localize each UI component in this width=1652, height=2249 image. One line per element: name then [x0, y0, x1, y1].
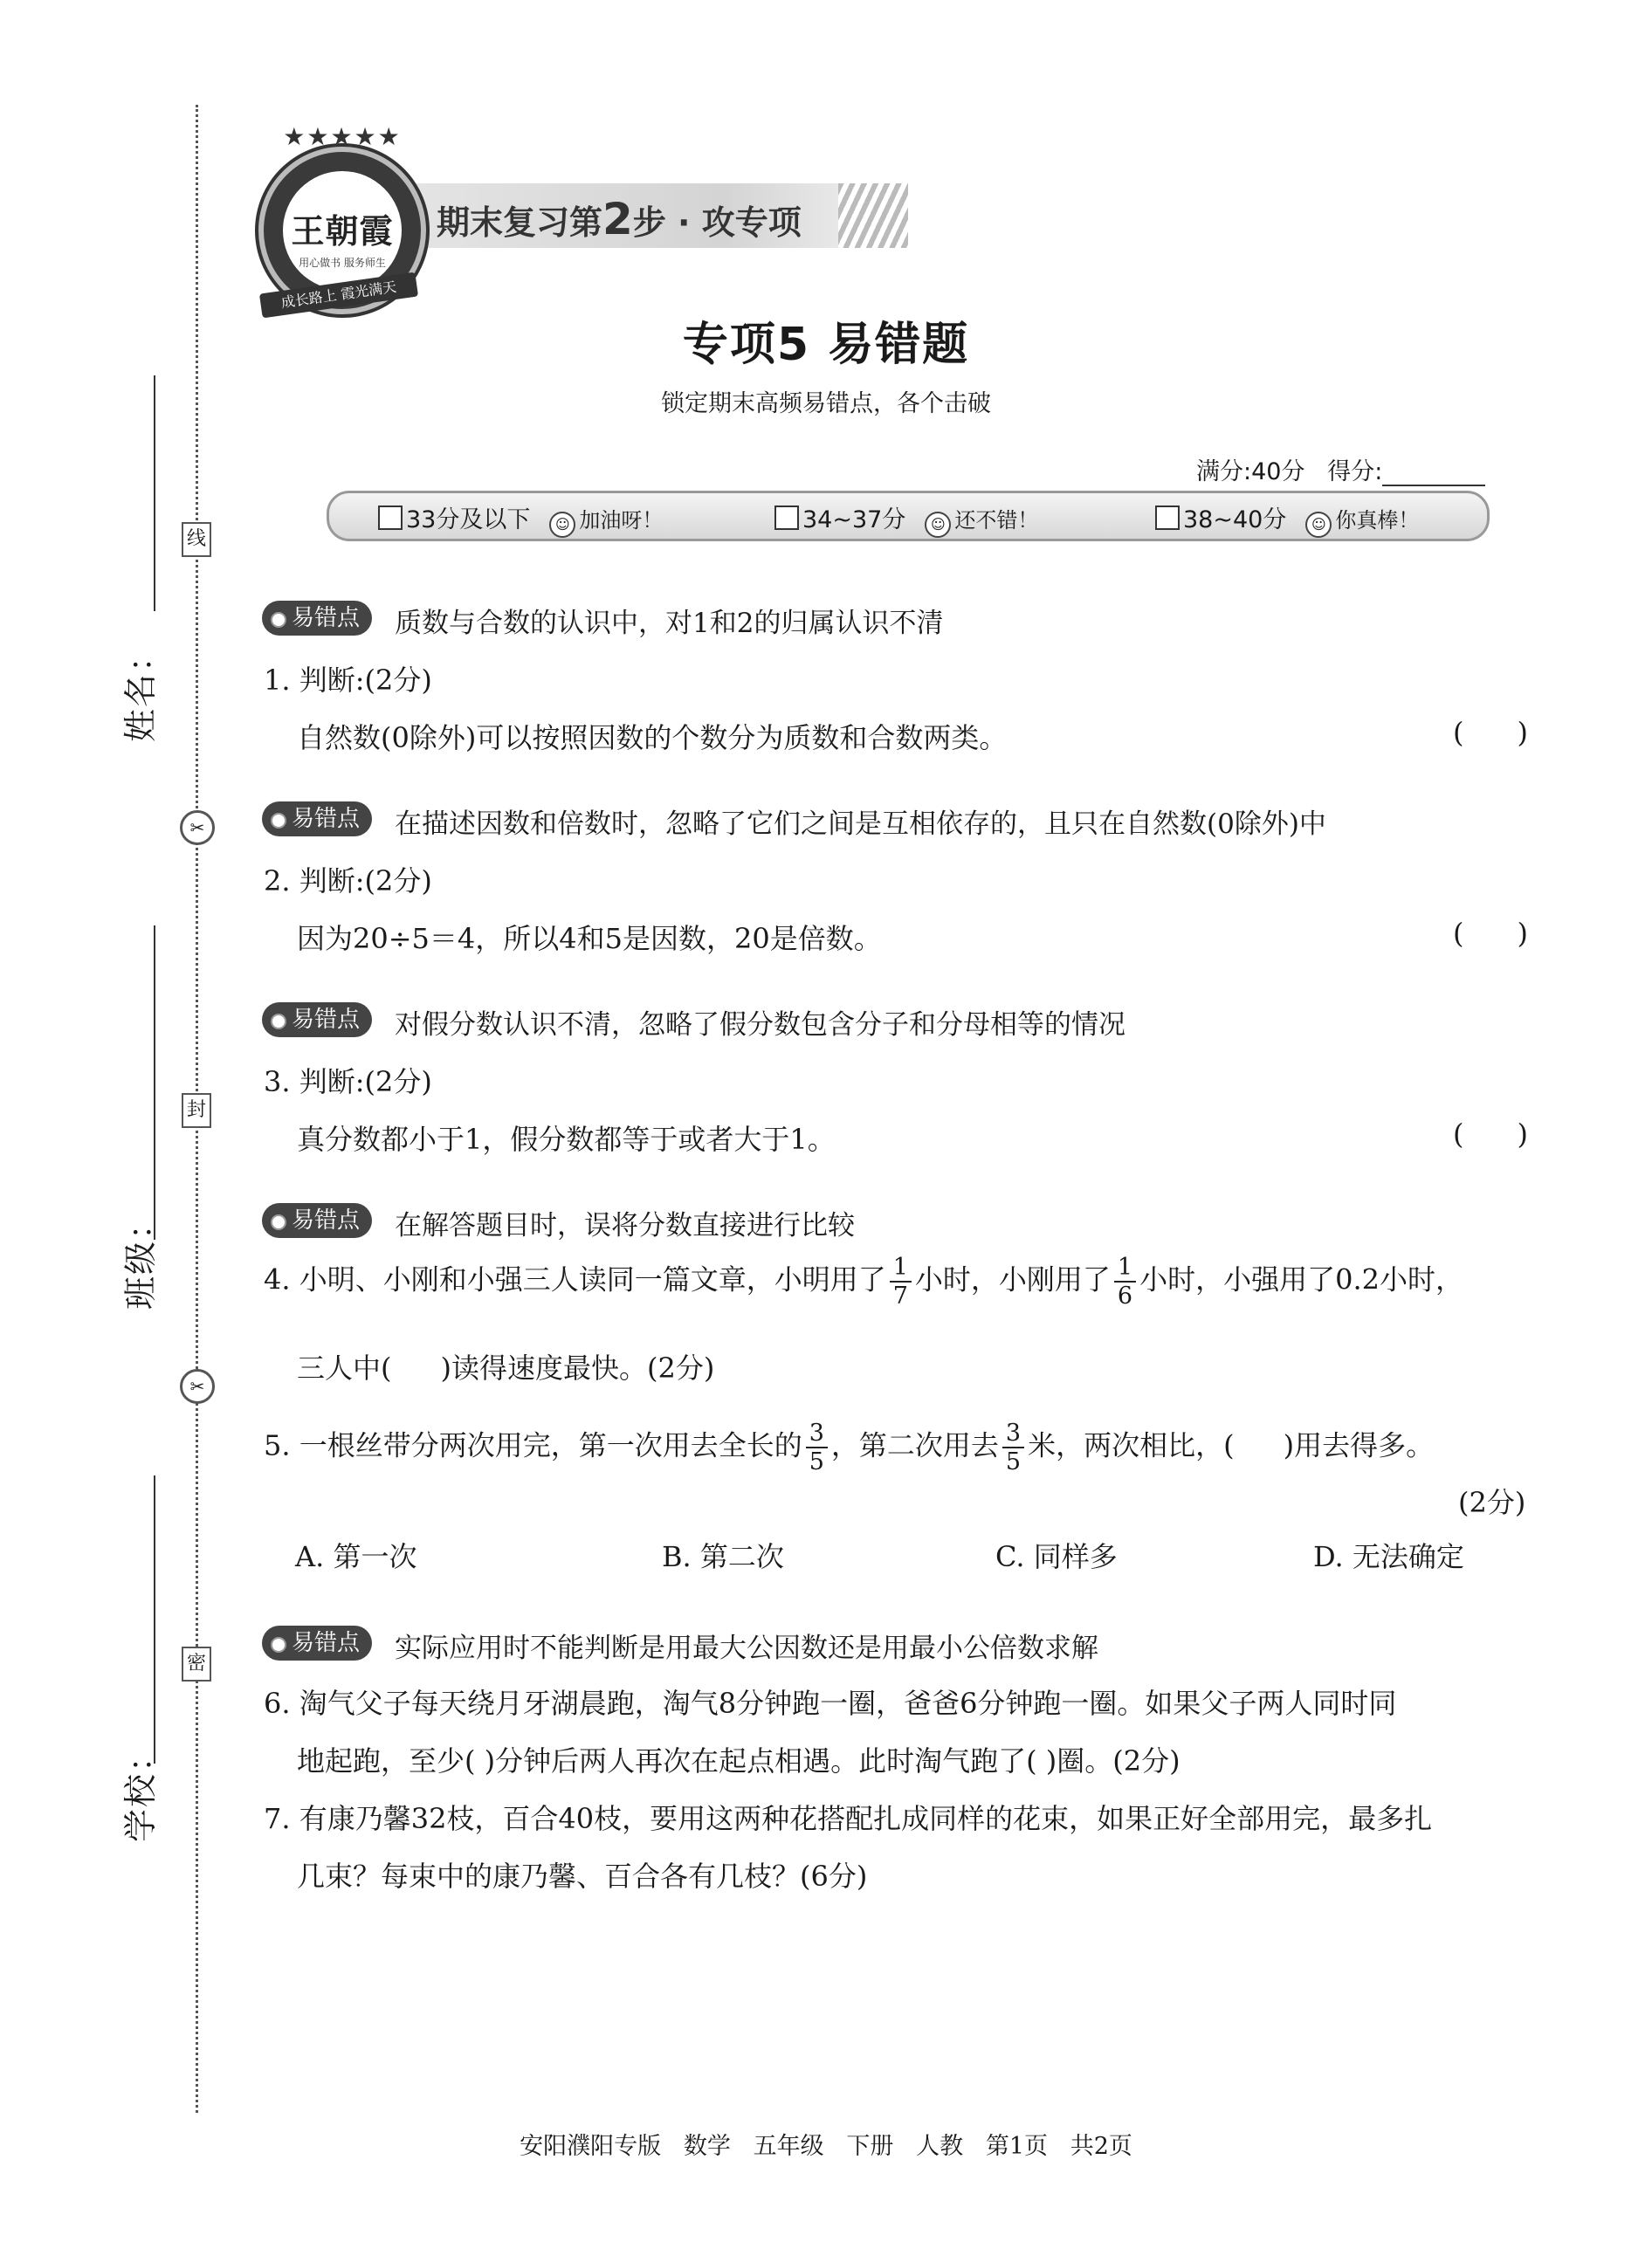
swirl-icon: ✂ [180, 810, 215, 845]
smiley-icon: ☺ [925, 512, 951, 538]
brand-logo [258, 122, 426, 314]
school-underline [154, 1475, 155, 1764]
page-title: 专项5 易错题 [682, 319, 970, 371]
error-point-tag: 易错点 [262, 601, 372, 636]
option-c[interactable]: C. 同样多 [995, 1540, 1118, 1573]
error-point-text: 在描述因数和倍数时，忽略了它们之间是互相依存的，且只在自然数(0除外)中 [395, 808, 1326, 840]
page-footer: 安阳濮阳专版 数学 五年级 下册 人教 第1页 共2页 [520, 2133, 1132, 2160]
smiley-icon: ☺ [549, 512, 575, 538]
question-5-line1: 5. 一根丝带分两次用完，第一次用去全长的 $\frac{3}{5}$ ，第二次用去 $\frac{3}{5}$ 米，两次相比，( )用去得多。 [264, 1420, 1435, 1476]
cut-mark-line: 线 [182, 522, 211, 557]
fraction: $\frac{1}{7}$ [890, 1254, 912, 1310]
question-4-line2: 三人中( )读得速度最快。(2分) [297, 1351, 715, 1385]
score-blank[interactable] [1382, 462, 1485, 486]
logo-ribbon: 成长路上 霞光满天 [259, 272, 418, 319]
page-subtitle: 锁定期末高频易错点，各个击破 [661, 390, 991, 417]
question-3-head: 3. 判断:(2分) [264, 1065, 432, 1098]
grade-option: 38~40分 ☺ 你真棒！ [1155, 500, 1419, 538]
option-a[interactable]: A. 第一次 [295, 1540, 417, 1573]
smiley-icon: ☺ [1305, 512, 1332, 538]
got-score-label: 得分: [1327, 458, 1383, 485]
star-icon: ★★★★★ [283, 122, 402, 151]
checkbox[interactable] [1155, 506, 1180, 530]
checkbox[interactable] [774, 506, 799, 530]
question-5-score: (2分) [1458, 1486, 1526, 1519]
grade-option: 33分及以下 ☺ 加油呀！ [378, 500, 663, 538]
header-banner [375, 183, 873, 248]
logo-tagline: 用心做书 服务师生 [299, 257, 386, 269]
error-point-tag: 易错点 [262, 801, 372, 836]
banner-stripes [838, 183, 908, 248]
question-2-body: 因为20÷5＝4，所以4和5是因数，20是倍数。 [297, 922, 882, 955]
score-line [1196, 452, 1485, 486]
error-point-text: 实际应用时不能判断是用最大公因数还是用最小公倍数求解 [395, 1633, 1098, 1664]
option-d[interactable]: D. 无法确定 [1313, 1540, 1464, 1573]
option-b[interactable]: B. 第二次 [662, 1540, 784, 1573]
fraction: $\frac{3}{5}$ [806, 1420, 828, 1475]
question-3-body: 真分数都小于1，假分数都等于或者大于1。 [297, 1123, 836, 1156]
question-1-head: 1. 判断:(2分) [264, 664, 432, 697]
error-point-text: 质数与合数的认识中，对1和2的归属认识不清 [395, 608, 944, 639]
swirl-icon: ✂ [180, 1369, 215, 1404]
banner-text: 期末复习第2步 · 攻专项 [437, 194, 802, 244]
question-1-body: 自然数(0除外)可以按照因数的个数分为质数和合数两类。 [297, 721, 1008, 754]
error-point-tag: 易错点 [262, 1626, 372, 1661]
question-7-line2: 几束？每束中的康乃馨、百合各有几枝？(6分) [297, 1860, 868, 1893]
logo-name: 王朝霞 [291, 211, 394, 251]
class-label: 班级： [121, 1204, 160, 1310]
error-point-tag: 易错点 [262, 1203, 372, 1238]
answer-paren[interactable]: ( ) [1453, 917, 1528, 950]
error-point-text: 对假分数认识不清，忽略了假分数包含分子和分母相等的情况 [395, 1009, 1125, 1041]
cut-mark-seal: 封 [182, 1093, 211, 1128]
fraction: $\frac{1}{6}$ [1114, 1254, 1136, 1310]
grade-bar [327, 491, 1490, 541]
question-6-line2: 地起跑，至少( )分钟后两人再次在起点相遇。此时淘气跑了( )圈。(2分) [297, 1744, 1180, 1778]
full-score: 满分:40分 [1196, 458, 1305, 485]
name-label: 姓名： [121, 636, 160, 742]
checkbox[interactable] [378, 506, 403, 530]
school-label: 学校： [121, 1737, 160, 1842]
question-4-line1: 4. 小明、小刚和小强三人读同一篇文章，小明用了 $\frac{1}{7}$ 小时，小刚用了 $\frac{1}{6}$ 小时，小强用了0.2小时， [264, 1254, 1464, 1310]
class-underline [154, 925, 155, 1240]
cut-mark-secret: 密 [182, 1647, 211, 1682]
question-7-line1: 7. 有康乃馨32枝，百合40枝，要用这两种花搭配扎成同样的花束，如果正好全部用完，最多扎 [264, 1802, 1433, 1835]
answer-paren[interactable]: ( ) [1453, 1118, 1528, 1151]
question-2-head: 2. 判断:(2分) [264, 864, 432, 898]
error-point-tag: 易错点 [262, 1002, 372, 1037]
answer-paren[interactable]: ( ) [1453, 716, 1528, 749]
question-6-line1: 6. 淘气父子每天绕月牙湖晨跑，淘气8分钟跑一圈，爸爸6分钟跑一圈。如果父子两人同时同 [264, 1687, 1397, 1720]
grade-option: 34~37分 ☺ 还不错！ [774, 500, 1038, 538]
fraction: $\frac{3}{5}$ [1002, 1420, 1024, 1475]
error-point-text: 在解答题目时，误将分数直接进行比较 [395, 1210, 855, 1241]
